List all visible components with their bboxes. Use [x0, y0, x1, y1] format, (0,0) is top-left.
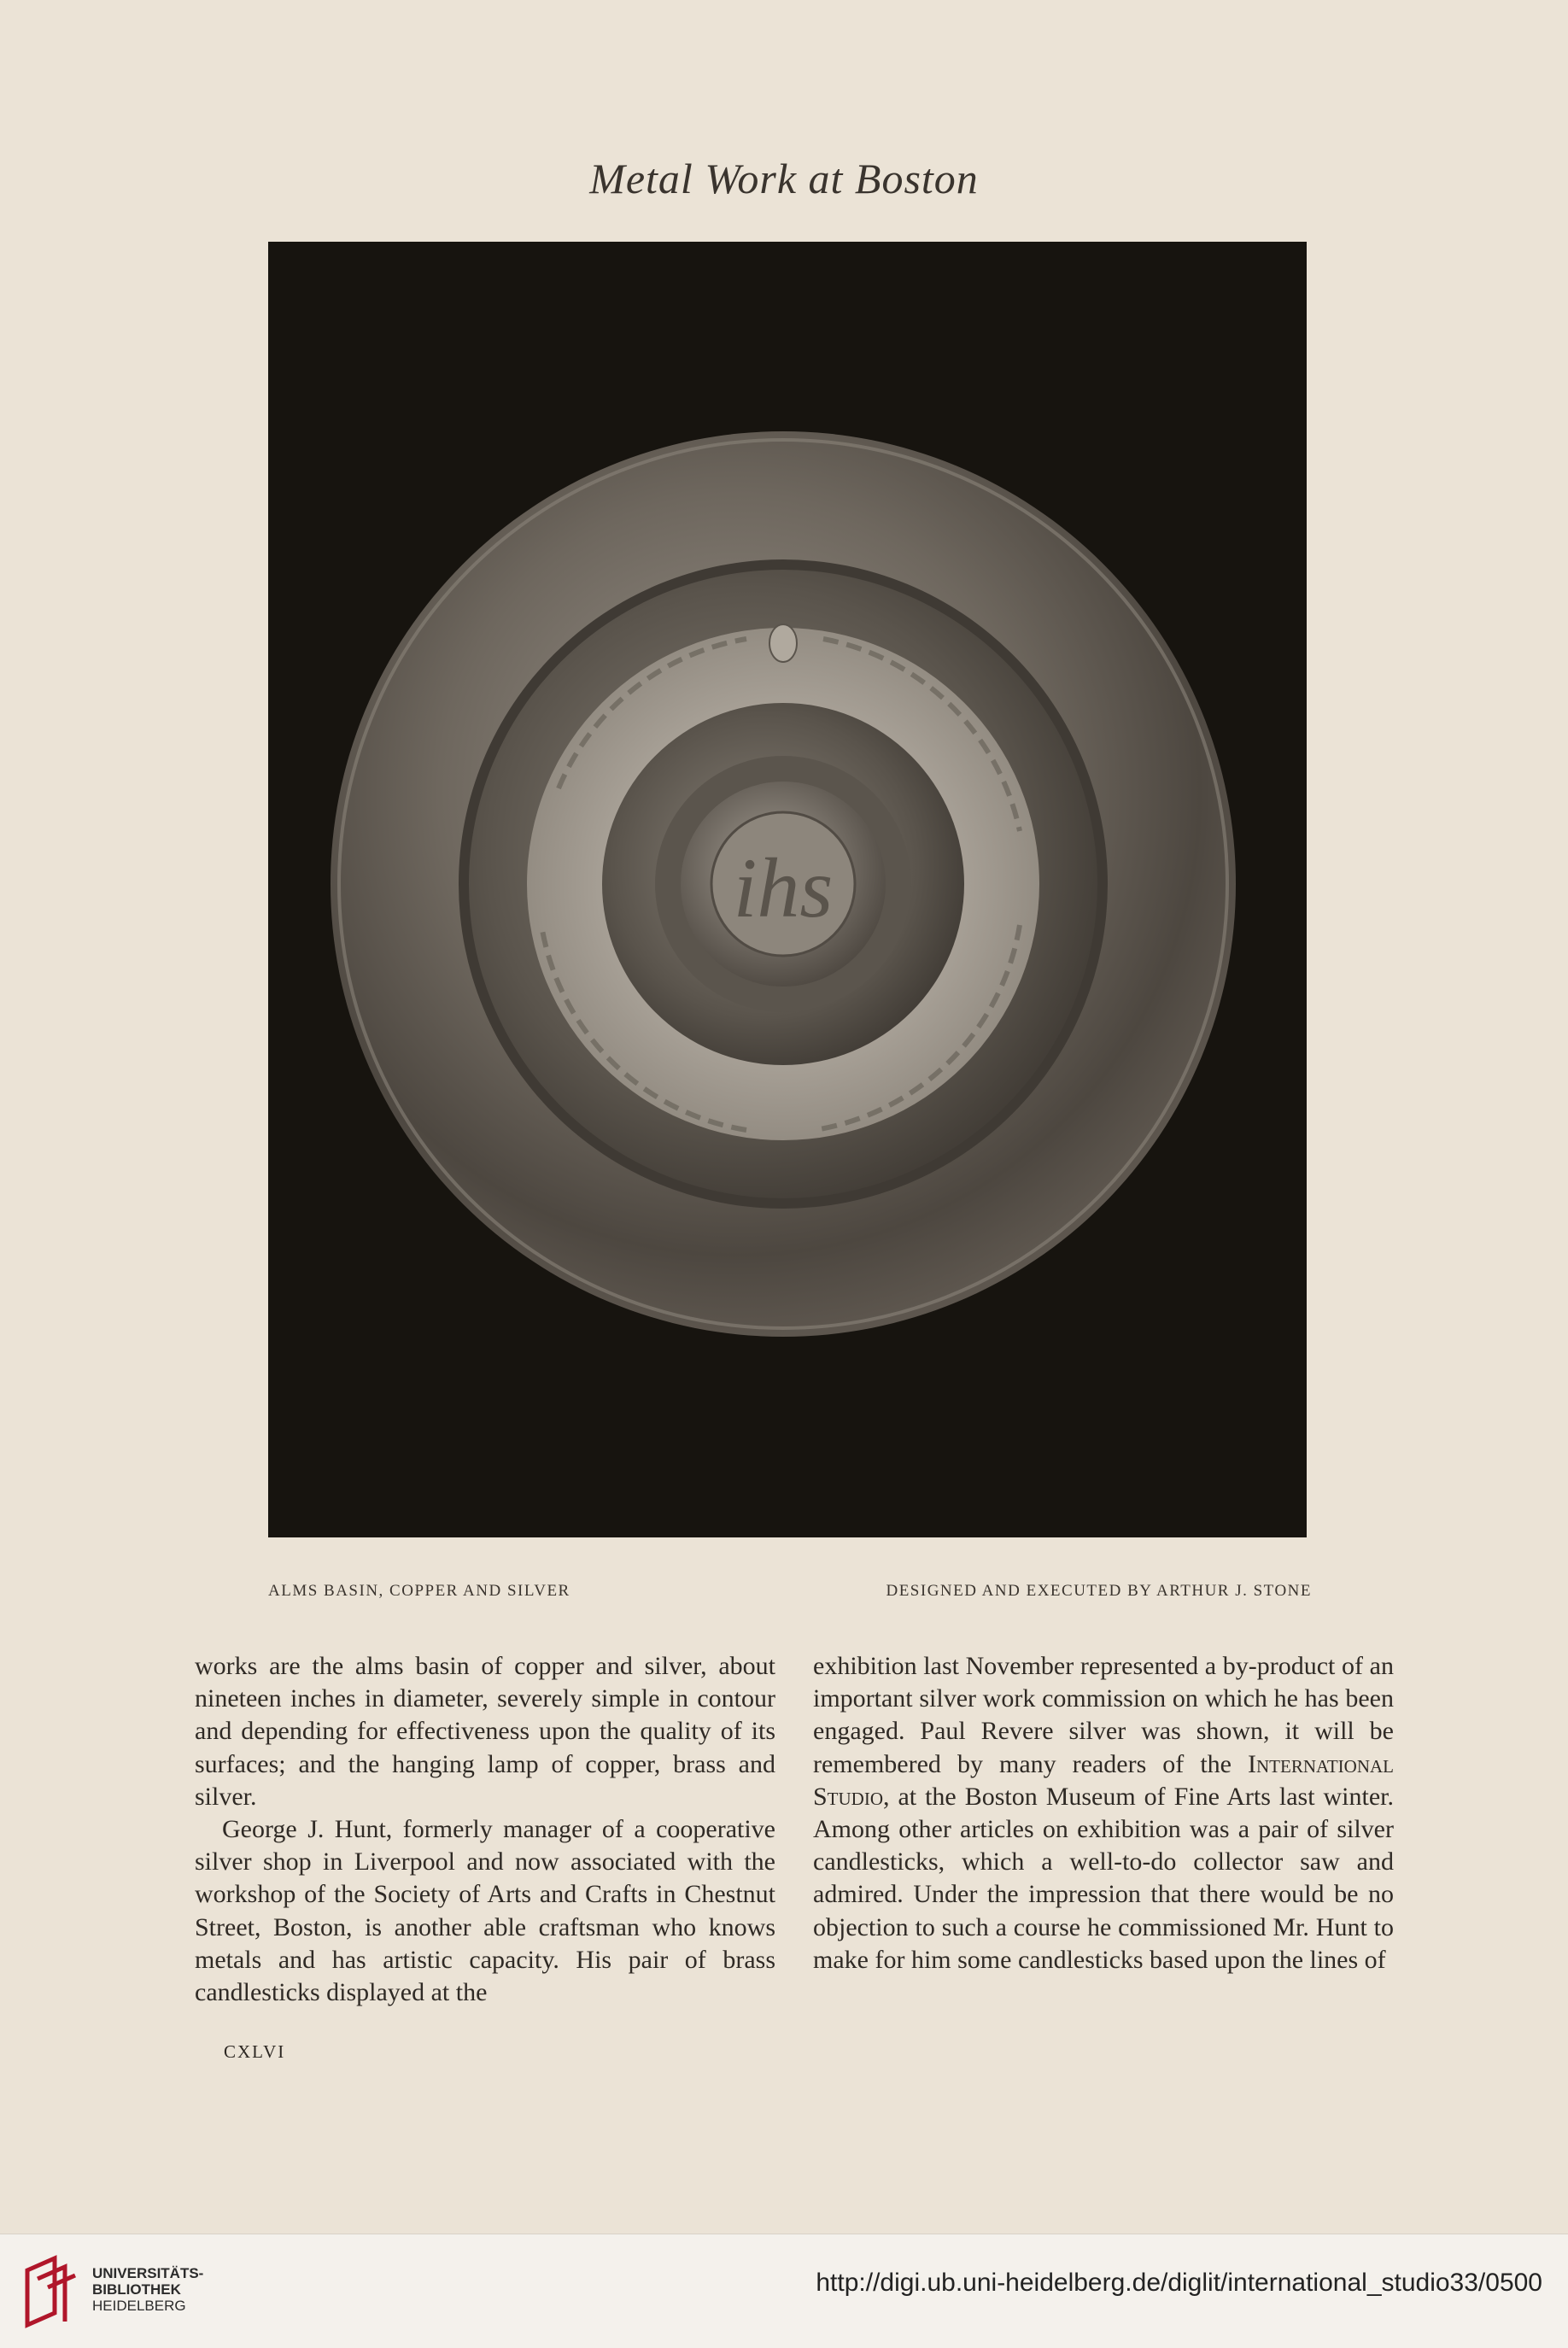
- left-text-column: [195, 1650, 775, 2009]
- alms-basin-photograph: [268, 242, 1307, 1537]
- paragraph: works are the alms basin of copper and silver, about nineteen inches in diameter, severely simple in contour and depending for effectiveness upon the quality of its surfaces; and the hanging lamp of copper, brass and silver.: [195, 1652, 775, 1811]
- paragraph: [813, 1650, 1394, 1976]
- right-text-column: [813, 1650, 1394, 1976]
- alms-basin-image: [268, 242, 1307, 1537]
- page-number: CXLVI: [224, 2041, 286, 2062]
- library-name-line: UNIVERSITÄTS-: [92, 2265, 204, 2281]
- library-name-line: HEIDELBERG: [92, 2298, 186, 2314]
- magazine-name: International Studio: [813, 1749, 1394, 1811]
- text-run: , at the Boston Museum of Fine Arts last winter. Among other articles on exhibition was a pair of silver candlesticks, which a well-to-do collector saw and admired. Under the impression that there would be no objection to such a course he commissioned Mr. Hunt to make for him some candlesticks based upon the lines of: [813, 1782, 1394, 1974]
- paragraph: George J. Hunt, formerly manager of a cooperative silver shop in Liverpool and now associated with the workshop of the Society of Arts and Crafts in Chestnut Street, Boston, is another able craftsman who knows metals and has artistic capacity. His pair of brass candlesticks displayed at the: [195, 1815, 775, 2007]
- svg-text:ihs: ihs: [733, 840, 834, 935]
- university-library-logo-icon: [20, 2253, 80, 2328]
- text-run: exhibition last November represented a by-product of an important silver work commission on which he has been engaged. Paul Revere silver was shown, it will be remembered by many readers of the: [813, 1652, 1394, 1778]
- page-title: Metal Work at Boston: [589, 155, 979, 202]
- plate-caption-credit: DESIGNED AND EXECUTED BY ARTHUR J. STONE: [886, 1582, 1312, 1600]
- library-name: [92, 2265, 203, 2314]
- library-name-line: BIBLIOTHEK: [92, 2281, 181, 2298]
- plate-caption-title: ALMS BASIN, COPPER AND SILVER: [268, 1582, 570, 1600]
- source-url[interactable]: http://digi.ub.uni-heidelberg.de/diglit/international_studio33/0500: [816, 2269, 1542, 2297]
- library-footer: [0, 2234, 1568, 2348]
